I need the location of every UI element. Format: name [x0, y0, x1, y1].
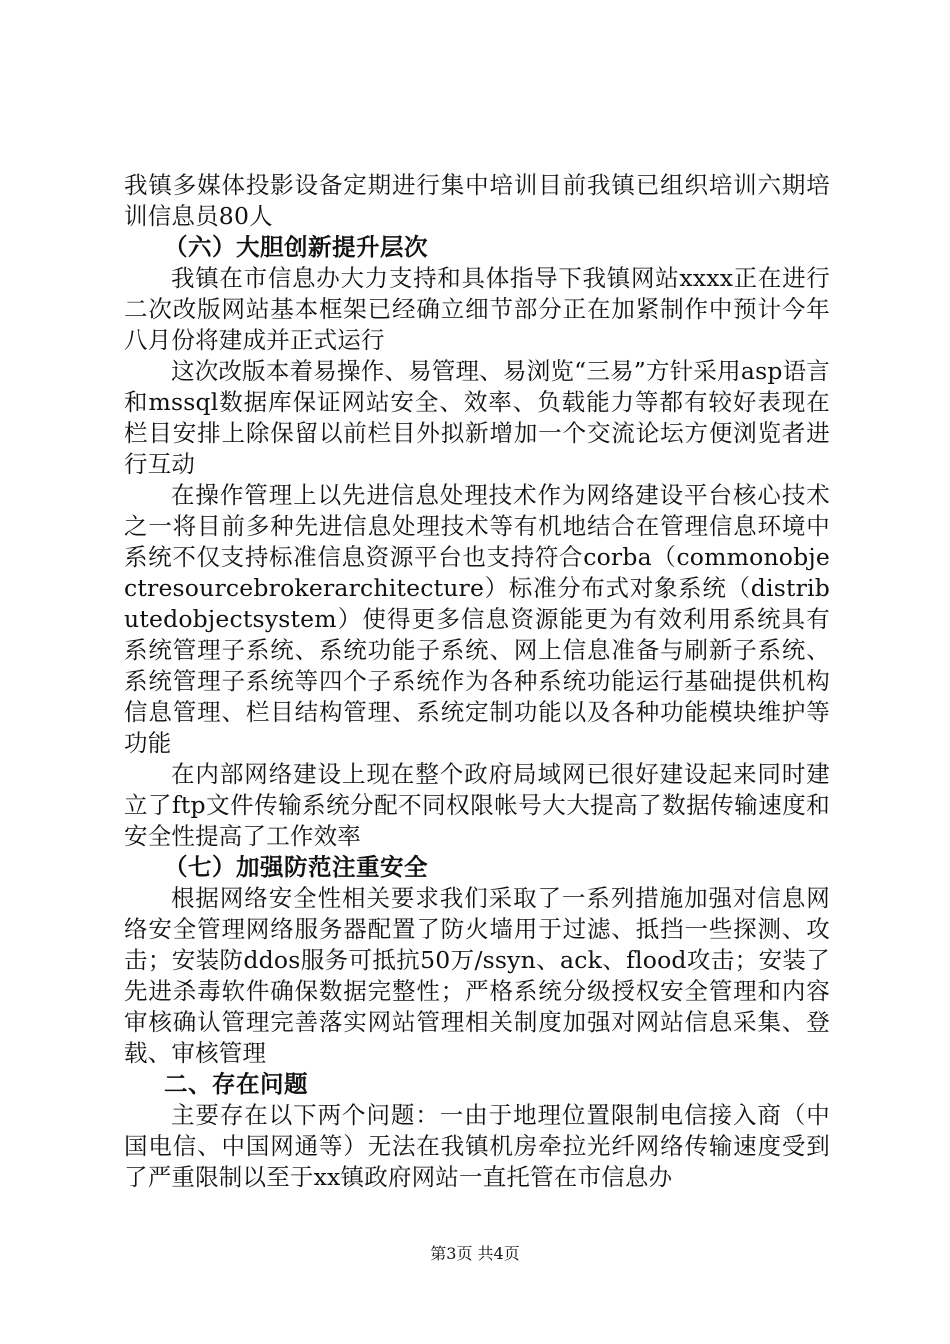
- section-heading: 二、存在问题: [164, 1070, 308, 1098]
- paragraph: 主要存在以下两个问题：一由于地理位置限制电信接入商（中国电信、中国网通等）无法在我镇机房牵拉光纤网络传输速度受到了严重限制以至于xx镇政府网站一直托管在市信息办: [124, 1101, 830, 1191]
- paragraph: 我镇在市信息办大力支持和具体指导下我镇网站xxxx正在进行二次改版网站基本框架已经确立细节部分正在加紧制作中预计今年八月份将建成并正式运行: [124, 264, 830, 354]
- section-heading: （六）大胆创新提升层次: [164, 233, 428, 261]
- paragraph: 在操作管理上以先进信息处理技术作为网络建设平台核心技术之一将目前多种先进信息处理技术等有机地结合在管理信息环境中系统不仅支持标准信息资源平台也支持符合corba（commonobjectresourcebrokerarchitecture）标准分布式对象系统（distributedobjectsystem）使得更多信息资源能更为有效利用系统具有系统管理子系统、系统功能子系统、网上信息准备与刷新子系统、系统管理子系统等四个子系统作为各种系统功能运行基础提供机构信息管理、栏目结构管理、系统定制功能以及各种功能模块维护等功能: [124, 481, 830, 757]
- paragraph: 在内部网络建设上现在整个政府局域网已很好建设起来同时建立了ftp文件传输系统分配不同权限帐号大大提高了数据传输速度和安全性提高了工作效率: [124, 760, 830, 850]
- document-body: [124, 170, 830, 1193]
- paragraph: 根据网络安全性相关要求我们采取了一系列措施加强对信息网络安全管理网络服务器配置了防火墙用于过滤、抵挡一些探测、攻击；安装防ddos服务可抵抗50万/ssyn、ack、flood攻击；安装了先进杀毒软件确保数据完整性；严格系统分级授权安全管理和内容审核确认管理完善落实网站管理相关制度加强对网站信息采集、登载、审核管理: [124, 884, 830, 1067]
- paragraph: 这次改版本着易操作、易管理、易浏览“三易”方针采用asp语言和mssql数据库保证网站安全、效率、负载能力等都有较好表现在栏目安排上除保留以前栏目外拟新增加一个交流论坛方便浏览者进行互动: [124, 357, 830, 478]
- section-heading: （七）加强防范注重安全: [164, 853, 428, 881]
- page-footer: [0, 1244, 950, 1264]
- page-number-label: 第3页 共4页: [430, 1244, 520, 1263]
- paragraph: 我镇多媒体投影设备定期进行集中培训目前我镇已组织培训六期培训信息员80人: [124, 171, 830, 230]
